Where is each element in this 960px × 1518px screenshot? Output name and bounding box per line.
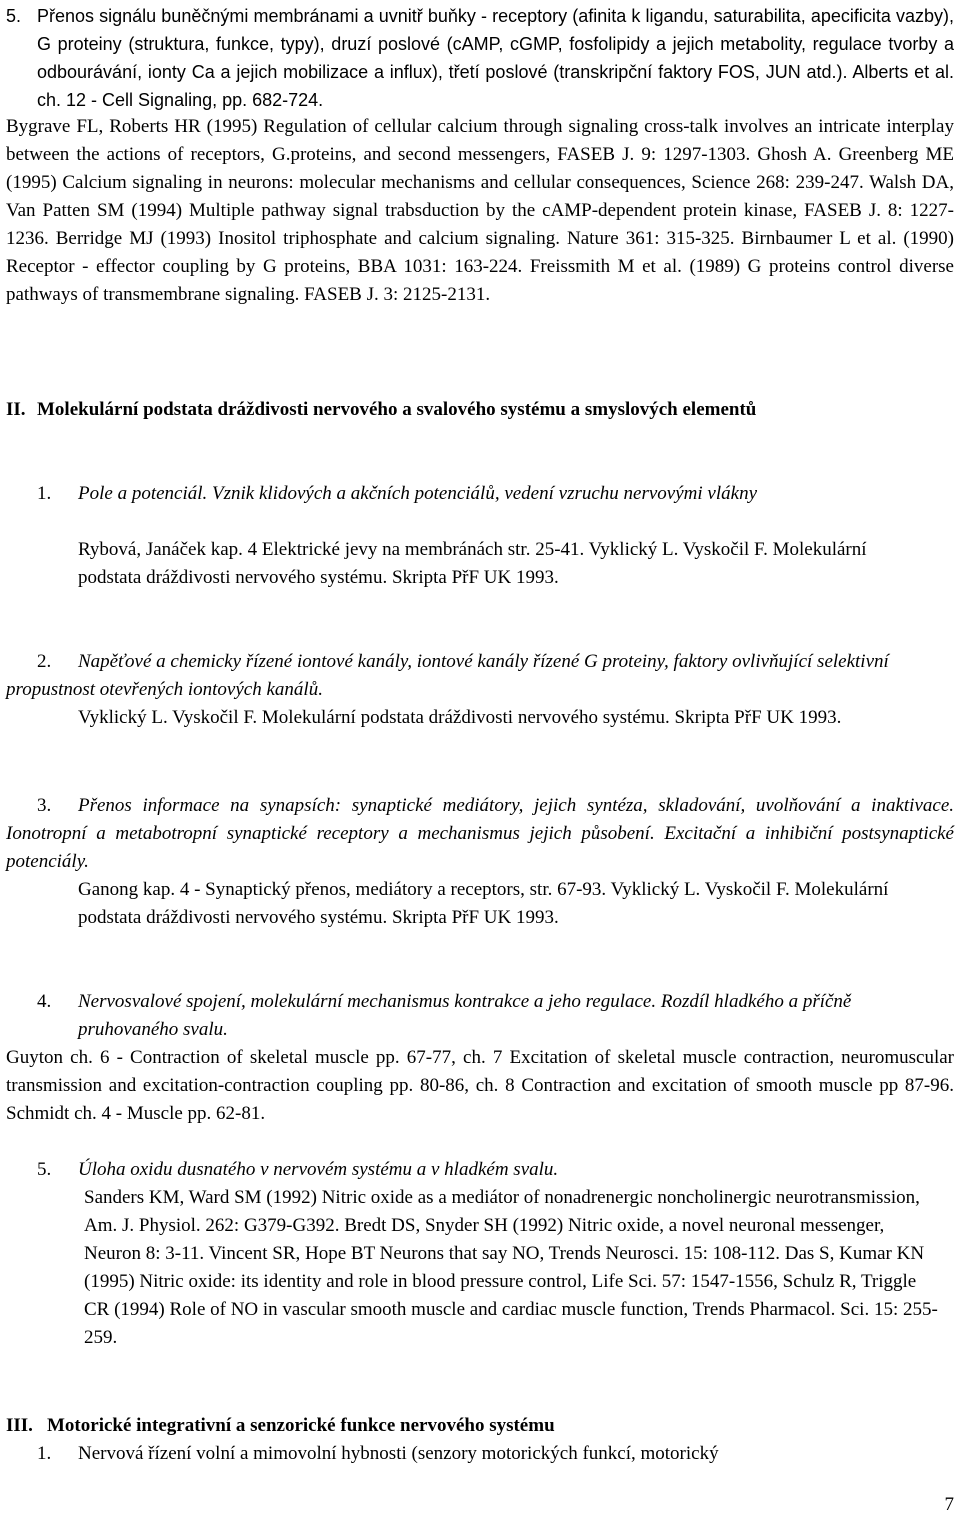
section3-item1-text: Nervová řízení volní a mimovolní hybnosti (senzory motorických funkcí, motorický [78,1443,719,1464]
page-number: 7 [944,1494,954,1515]
intro-references: Bygrave FL, Roberts HR (1995) Regulation of cellular calcium through signaling cross-talk involves an intricate interplay between the actions of receptors, G.proteins, and second messengers, FASEB J. 9: 1297-1303. Ghosh A. Greenberg ME (1995) Calcium signaling in neurons: molecular mechanisms and cellular consequences, Science 268: 239-247. Walsh DA, Van Patten SM (1994) Multiple pathway signal trabsduction by the cAMP-dependent protein kinase, FASEB J. 8: 1227-1236. Berridge MJ (1993) Inositol triphosphate and calcium signaling. Nature 361: 315-325. Birnbaumer L et al. (1990) Receptor - effector coupling by G proteins, BBA 1031: 163-224. Freissmith M et al. (1989) G proteins control diverse pathways of transmembrane signaling. FASEB J. 3: 2125-2131. [6,116,954,305]
intro-title-text: Přenos signálu buněčnými membránami a uvnitř buňky - receptory (afinita k ligandu, saturabilita, apecificita vazby), G proteiny (struktura, funkce, typy), druzí poslové (cAMP, cGMP, fosfolipidy a jejich metabolity, regulace tvorby a odbourávání, ionty Ca a jejich mobilizace a influx), třetí poslové (transkripční faktory FOS, JUN atd.). Alberts et al. ch. 12 - Cell Signaling, pp. 682-724. [37,6,954,110]
section2-item1-topic-plain: Pole a potenciál. [78,483,208,504]
section2-item5-topic: Úloha oxidu dusnatého v nervovém systému a v hladkém svalu. [78,1159,559,1180]
section3-title: Motorické integrativní a senzorické funkce nervového systému [47,1415,555,1436]
section3-numeral: III. [6,1415,33,1436]
intro-title [37,2,954,114]
section2-item5-number: 5. [37,1159,52,1180]
section2-title: Molekulární podstata dráždivosti nervového a svalového systému a smyslových elementů [37,399,757,420]
section2-item3-topic: Přenos informace na synapsích: synaptické mediátory, jejich syntéza, skladování, uvolňování a inaktivace. Ionotropní a metabotropní synaptické receptory a mechanismus jejich působení. Excitační a inhibiční postsynaptické potenciály. [6,795,954,872]
section2-item1-topic [78,480,898,508]
intro-number: 5. [6,6,22,26]
section2-numeral: II. [6,399,26,420]
section2-item4-number: 4. [37,991,52,1012]
section2-item1-number: 1. [37,483,52,504]
section2-item1-references: Rybová, Janáček kap. 4 Elektrické jevy na membránách str. 25-41. Vyklický L. Vyskočil F. Molekulární podstata dráždivosti nervového systému. Skripta PřF UK 1993. [78,539,867,588]
section2-item2-references: Vyklický L. Vyskočil F. Molekulární podstata dráždivosti nervového systému. Skripta PřF UK 1993. [78,707,842,728]
section2-item5-references: Sanders KM, Ward SM (1992) Nitric oxide as a mediátor of nonadrenergic noncholinergic neurotransmission, Am. J. Physiol. 262: G379-G392. Bredt DS, Snyder SH (1992) Nitric oxide, a novel neuronal messenger, Neuron 8: 3-11. Vincent SR, Hope BT Neurons that say NO, Trends Neurosci. 15: 108-112. Das S, Kumar KN (1995) Nitric oxide: its identity and role in blood pressure control, Life Sci. 57: 1547-1556, Schulz R, Triggle CR (1994) Role of NO in vascular smooth muscle and cardiac muscle function, Trends Pharmacol. Sci. 15: 255-259. [84,1187,938,1348]
section2-item2-topic: Napěťové a chemicky řízené iontové kanály, iontové kanály řízené G proteiny, faktory ovlivňující selektivní propustnost otevřených iontových kanálů. [6,651,889,700]
section2-item2-number: 2. [37,651,52,672]
section3-item1-number: 1. [37,1443,52,1464]
section2-item1-topic-italic: Vznik klidových a akčních potenciálů, vedení vzruchu nervovými vlákny [212,483,758,504]
section2-item4-references: Guyton ch. 6 - Contraction of skeletal muscle pp. 67-77, ch. 7 Excitation of skeletal muscle contraction, neuromuscular transmission and excitation-contraction coupling pp. 80-86, ch. 8 Contraction and excitation of smooth muscle pp 87-96. Schmidt ch. 4 - Muscle pp. 62-81. [6,1047,954,1124]
section2-item3-references: Ganong kap. 4 - Synaptický přenos, mediátory a receptors, str. 67-93. Vyklický L. Vyskočil F. Molekulární podstata dráždivosti nervového systému. Skripta PřF UK 1993. [78,879,889,928]
section2-item4-topic: Nervosvalové spojení, molekulární mechanismus kontrakce a jeho regulace. Rozdíl hladkého a příčně pruhovaného svalu. [78,991,852,1040]
section2-item3-number: 3. [37,795,52,816]
